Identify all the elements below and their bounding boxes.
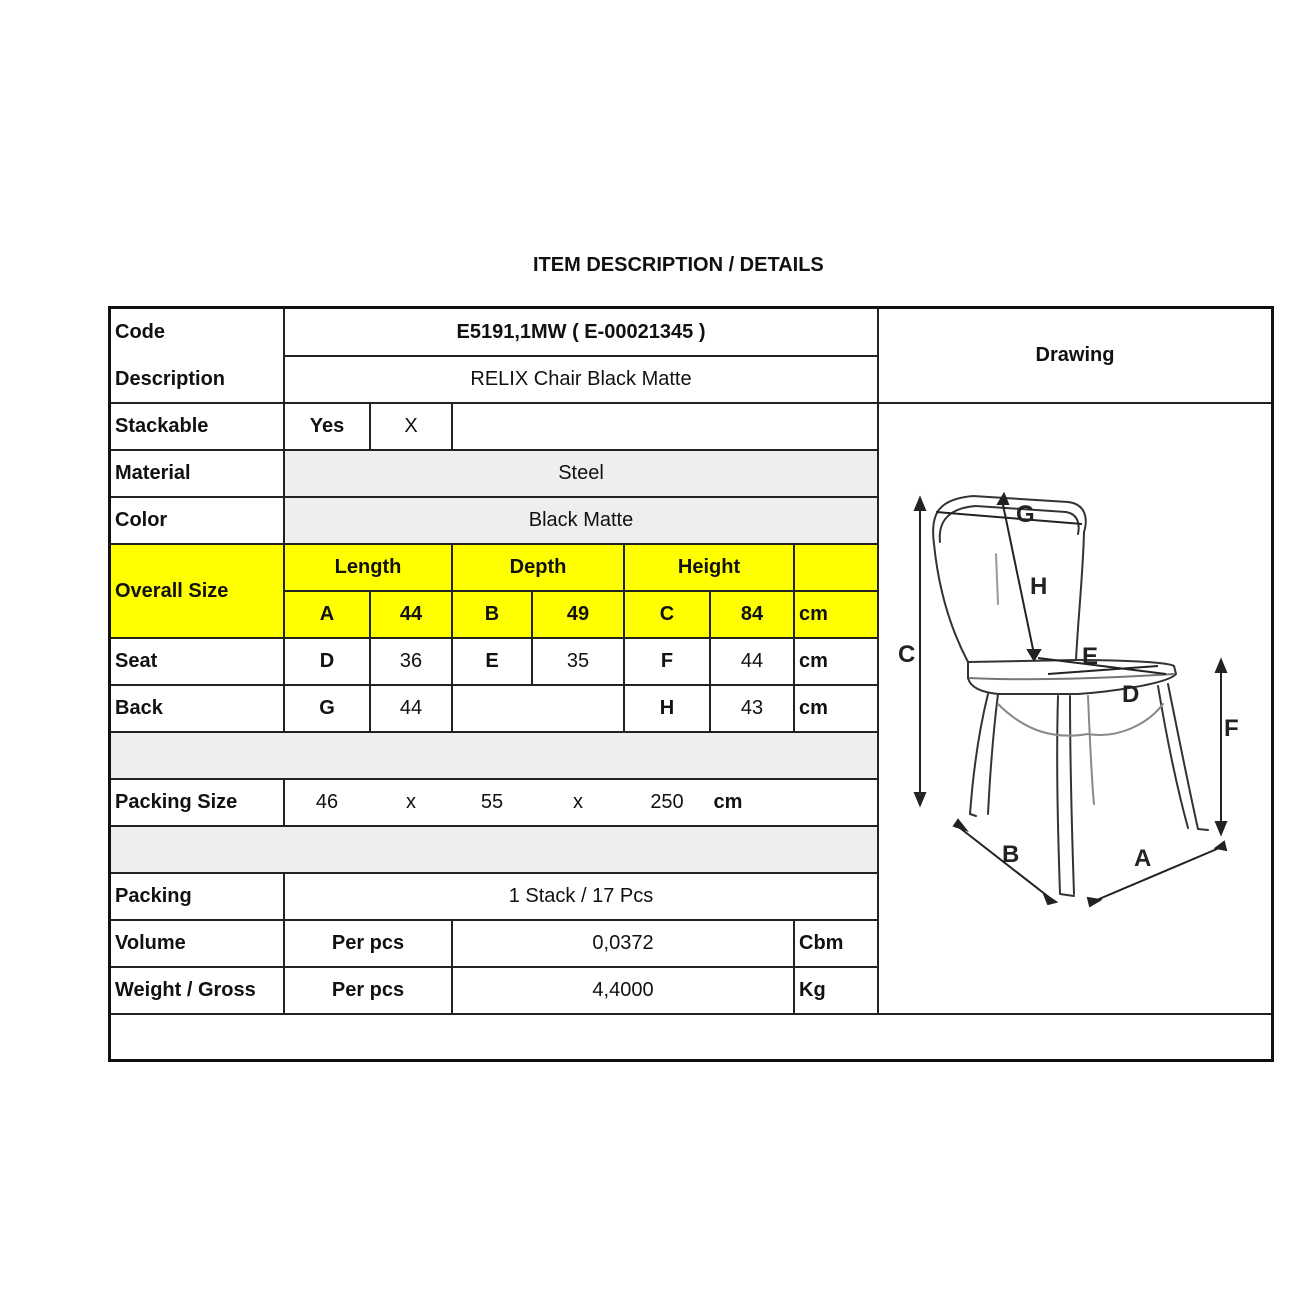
color-value: Black Matte — [528, 509, 634, 531]
label-e: E — [1082, 643, 1099, 670]
back-g-letter: G — [319, 697, 335, 719]
label-b: B — [1002, 841, 1020, 868]
document-title: ITEM DESCRIPTION / DETAILS — [533, 254, 824, 276]
seat-label: Seat — [115, 650, 158, 672]
label-f: F — [1224, 715, 1239, 742]
packing-size-x2: x — [573, 791, 583, 813]
packing-label: Packing — [115, 885, 192, 907]
seat-f-letter: F — [660, 650, 674, 672]
code-label: Code — [115, 321, 165, 343]
material-value: Steel — [558, 462, 604, 484]
volume-value: 0,0372 — [592, 932, 654, 954]
label-h: H — [1030, 573, 1048, 600]
packing-size-unit: cm — [713, 791, 743, 813]
code-value: E5191,1MW ( E-00021345 ) — [456, 321, 706, 343]
seat-d-letter: D — [319, 650, 335, 672]
length-header: Length — [334, 556, 402, 578]
stackable-mark: X — [404, 415, 418, 437]
drawing-header: Drawing — [1035, 344, 1115, 366]
overall-a-value: 44 — [399, 603, 423, 625]
packing-value: 1 Stack / 17 Pcs — [508, 885, 654, 907]
spacer-row-1 — [111, 732, 879, 779]
seat-d-value: 36 — [399, 650, 423, 672]
color-label: Color — [115, 509, 168, 531]
packing-size-x1: x — [406, 791, 416, 813]
overall-a-letter: A — [319, 603, 335, 625]
depth-header: Depth — [509, 556, 567, 578]
back-label: Back — [115, 697, 163, 719]
volume-unit: Cbm — [799, 932, 844, 954]
packing-size-label: Packing Size — [115, 791, 238, 813]
label-g: G — [1016, 501, 1035, 528]
packing-size-height: 250 — [650, 791, 684, 813]
back-g-value: 44 — [399, 697, 423, 719]
packing-size-depth: 55 — [480, 791, 504, 813]
volume-label: Volume — [115, 932, 186, 954]
seat-e-letter: E — [485, 650, 499, 672]
overall-c-value: 84 — [740, 603, 764, 625]
overall-c-letter: C — [659, 603, 675, 625]
description-label: Description — [115, 368, 226, 390]
chair-drawing — [878, 404, 1258, 934]
label-d: D — [1122, 681, 1140, 708]
overall-b-value: 49 — [566, 603, 590, 625]
stackable-label: Stackable — [115, 415, 209, 437]
back-h-letter: H — [659, 697, 675, 719]
overall-size-label: Overall Size — [115, 579, 229, 602]
weight-per: Per pcs — [331, 979, 405, 1001]
material-label: Material — [115, 462, 191, 484]
seat-unit: cm — [799, 650, 828, 672]
label-c: C — [898, 641, 916, 668]
weight-value: 4,4000 — [592, 979, 654, 1001]
label-a: A — [1134, 845, 1152, 872]
height-header: Height — [677, 556, 741, 578]
back-unit: cm — [799, 697, 828, 719]
weight-label: Weight / Gross — [115, 979, 256, 1001]
packing-size-width: 46 — [315, 791, 339, 813]
overall-unit: cm — [799, 603, 828, 625]
weight-unit: Kg — [799, 979, 826, 1001]
seat-f-value: 44 — [740, 650, 764, 672]
volume-per: Per pcs — [331, 932, 405, 954]
stackable-yes: Yes — [309, 415, 345, 437]
description-value: RELIX Chair Black Matte — [470, 368, 692, 390]
back-h-value: 43 — [740, 697, 764, 719]
overall-b-letter: B — [484, 603, 500, 625]
seat-e-value: 35 — [566, 650, 590, 672]
spacer-row-2 — [111, 826, 879, 873]
